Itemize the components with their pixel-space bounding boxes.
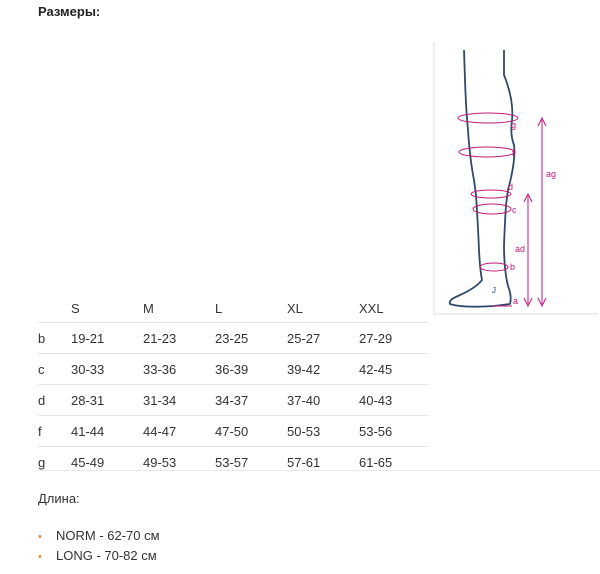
length-label: Длина: [38, 491, 80, 506]
table-header-cell [38, 295, 71, 323]
list-item [38, 546, 160, 566]
table-cell: 47-50 [215, 416, 287, 447]
list-item-text: NORM - 62-70 см [56, 528, 160, 543]
table-header-cell: M [143, 301, 154, 316]
label-ad: ad [515, 244, 526, 254]
table-cell: g [38, 447, 71, 478]
table-cell: 21-23 [143, 323, 215, 354]
table-cell: 42-45 [359, 354, 429, 385]
table-row [38, 385, 429, 416]
table-header-cell: XXL [359, 301, 384, 316]
table-cell: 44-47 [143, 416, 215, 447]
label-g: g [511, 120, 517, 130]
table-header-cell: L [215, 301, 223, 316]
table-cell: 33-36 [143, 354, 215, 385]
length-list [38, 526, 160, 566]
label-d: d [508, 182, 514, 192]
bullet-icon: • [38, 551, 42, 563]
divider [38, 470, 600, 471]
table-cell: f [38, 416, 71, 447]
table-row [38, 447, 429, 478]
table-cell: 45-49 [71, 447, 143, 478]
list-item-text: LONG - 70-82 см [56, 548, 157, 563]
table-header-cell: S [71, 301, 80, 316]
table-cell: c [38, 354, 71, 385]
label-b: b [510, 262, 516, 272]
table-cell: 19-21 [71, 323, 143, 354]
label-ag: ag [546, 169, 557, 179]
table-cell: 30-33 [71, 354, 143, 385]
table-cell: 28-31 [71, 385, 143, 416]
leg-measurement-diagram [432, 40, 600, 320]
table-cell: 40-43 [359, 385, 429, 416]
table-cell: 49-53 [143, 447, 215, 478]
table-row [38, 323, 429, 354]
label-f: f [512, 148, 515, 158]
table-cell: 53-57 [215, 447, 287, 478]
measure-ring-d [471, 190, 511, 198]
table-cell: 34-37 [215, 385, 287, 416]
list-item [38, 526, 160, 546]
label-c: c [512, 205, 517, 215]
table-header-row [38, 295, 429, 323]
table-cell: 25-27 [287, 323, 359, 354]
table-cell: 36-39 [215, 354, 287, 385]
measure-ring-f [459, 147, 515, 157]
table-header-cell: XL [287, 301, 303, 316]
table-cell: 37-40 [287, 385, 359, 416]
table-cell: d [38, 385, 71, 416]
bullet-icon: • [38, 531, 42, 543]
table-cell: 61-65 [359, 447, 429, 478]
table-cell: 27-29 [359, 323, 429, 354]
table-cell: 57-61 [287, 447, 359, 478]
table-row [38, 354, 429, 385]
table-cell: b [38, 323, 71, 354]
size-table [38, 295, 429, 477]
label-a: a [513, 296, 519, 306]
table-cell: 31-34 [143, 385, 215, 416]
leg-outline [450, 50, 515, 307]
table-cell: 23-25 [215, 323, 287, 354]
table-row [38, 416, 429, 447]
measure-ring-b [480, 263, 508, 271]
label-j: J [492, 286, 496, 295]
table-cell: 41-44 [71, 416, 143, 447]
table-cell: 53-56 [359, 416, 429, 447]
page-title: Размеры: [38, 4, 101, 19]
table-cell: 50-53 [287, 416, 359, 447]
table-cell: 39-42 [287, 354, 359, 385]
